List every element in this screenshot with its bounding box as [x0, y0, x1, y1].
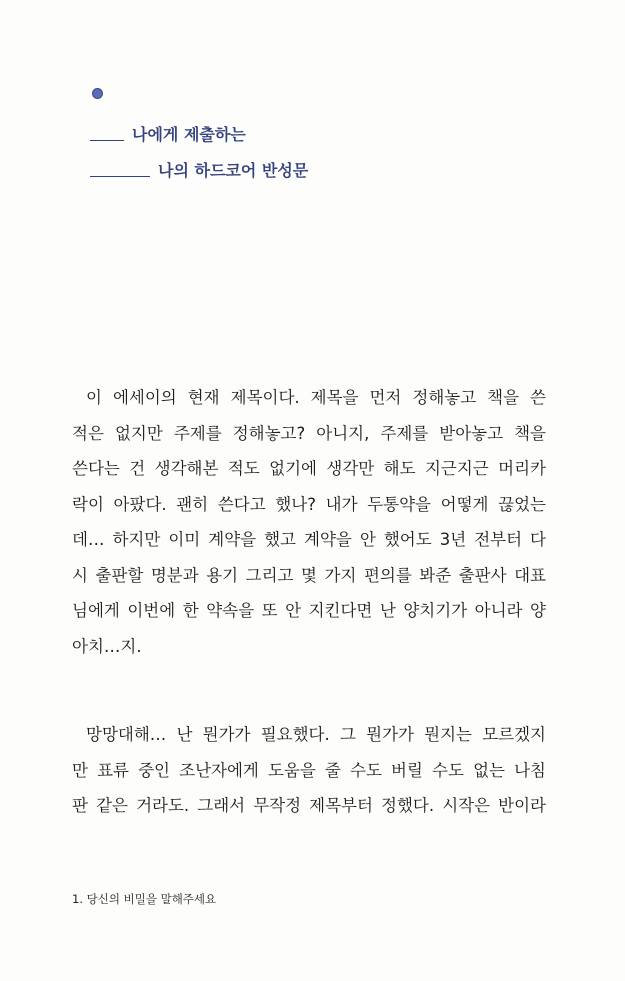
text-line: 망망대해… 난 뭔가가 필요했다. 그 뭔가가 뭔지는 모르겠지 — [86, 725, 546, 744]
text-line: 쓴다는 건 생각해본 적도 없기에 생각만 해도 지근지근 머리카 — [72, 459, 546, 478]
body-paragraph-2 — [72, 717, 546, 824]
text-line: 적은 없지만 주제를 정해놓고? 아니지, 주제를 받아놓고 책을 — [72, 423, 546, 443]
text-line: 시 출판할 명분과 용기 그리고 몇 가지 편의를 봐준 출판사 대표 — [72, 565, 546, 585]
chapter-bullet-dot — [92, 88, 103, 99]
title-rule — [90, 140, 124, 141]
text-line: 님에게 이번에 한 약속을 또 안 지킨다면 난 양치기가 아니라 양 — [72, 601, 546, 620]
text-line: 판 같은 거라도. 그래서 무작정 제목부터 정했다. 시작은 반이라 — [72, 796, 546, 815]
chapter-title-line-1 — [90, 122, 246, 145]
text-line: 데… 하지만 이미 계약을 했고 계약을 안 했어도 3년 전부터 다 — [72, 530, 546, 549]
text-line: 이 에세이의 현재 제목이다. 제목을 먼저 정해놓고 책을 쓴 — [86, 388, 546, 407]
chapter-title-text-2: 나의 하드코어 반성문 — [158, 161, 309, 180]
running-footer: 1. 당신의 비밀을 말해주세요 — [72, 892, 217, 906]
title-rule — [90, 176, 150, 177]
text-line: 만 표류 중인 조난자에게 도움을 줄 수도 버릴 수도 없는 나침 — [72, 760, 546, 780]
body-paragraph-1 — [72, 380, 546, 664]
text-line: 아치…지. — [72, 636, 142, 656]
chapter-title-text-1: 나에게 제출하는 — [132, 125, 246, 144]
text-line: 락이 아팠다. 괜히 쓴다고 했나? 내가 두통약을 어떻게 끊었는 — [72, 494, 546, 514]
chapter-title-line-2 — [90, 158, 308, 181]
